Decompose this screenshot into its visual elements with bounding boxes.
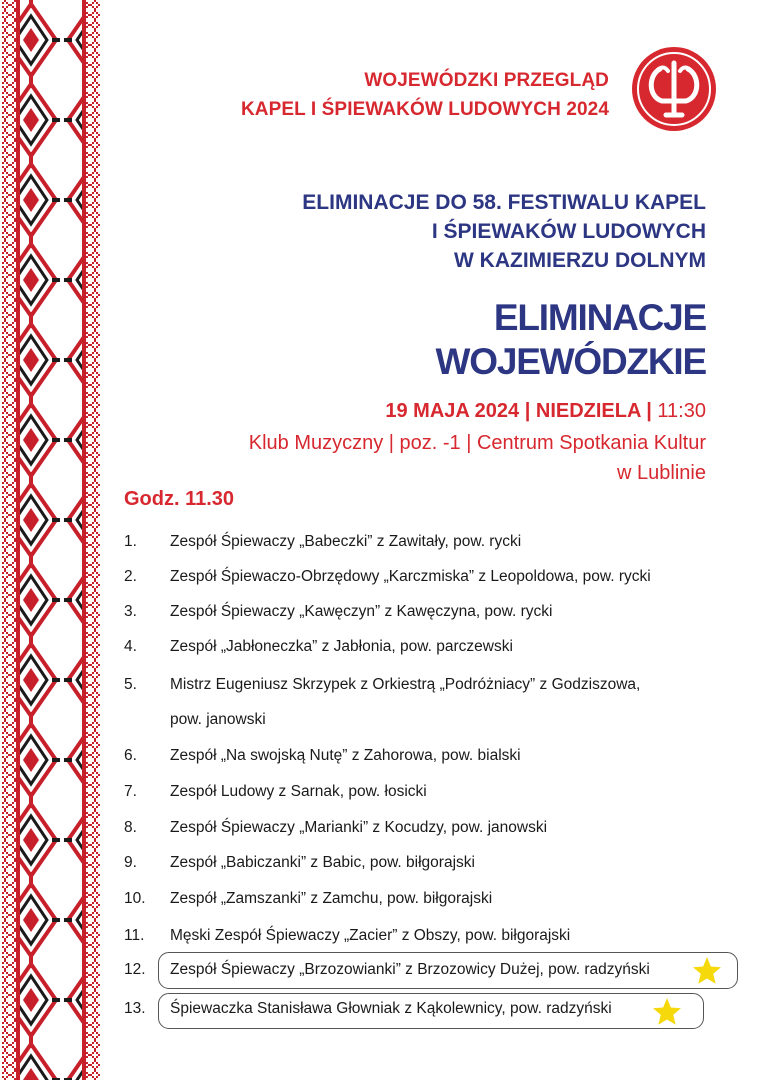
page-title-line1: ELIMINACJE: [493, 297, 706, 338]
list-item-text: Zespół Śpiewaczy „Brzozowianki” z Brzozowicy Dużej, pow. radzyński: [170, 961, 650, 978]
list-item-number: 9.: [124, 854, 137, 871]
page-title-line2: WOJEWÓDZKIE: [435, 341, 706, 382]
event-date: 19 MAJA 2024: [385, 400, 520, 422]
list-item-number: 7.: [124, 783, 137, 800]
event-time: 11:30: [657, 400, 706, 422]
list-item-text: Zespół Śpiewaczo-Obrzędowy „Karczmiska” z Leopoldowa, pow. rycki: [170, 568, 651, 585]
list-item-number: 6.: [124, 747, 137, 764]
venue-line1: Klub Muzyczny | poz. -1 | Centrum Spotkania Kultur: [248, 432, 706, 454]
star-icon: [650, 996, 684, 1028]
page-title: [436, 296, 706, 384]
list-item-number: 13.: [124, 1000, 146, 1017]
subtitle-line2: I ŚPIEWAKÓW LUDOWYCH: [431, 220, 706, 243]
list-item-number: 4.: [124, 638, 137, 655]
list-item-text: Zespół Śpiewaczy „Kawęczyn” z Kawęczyna, pow. rycki: [170, 603, 553, 620]
date-separator-1: |: [519, 400, 536, 422]
list-item-number: 1.: [124, 533, 137, 550]
venue-line2: w Lublinie: [617, 462, 706, 484]
subtitle-line3: W KAZIMIERZU DOLNYM: [454, 249, 706, 272]
eliminations-subtitle: [302, 188, 706, 275]
list-item-text: Śpiewaczka Stanisława Głowniak z Kąkolewnicy, pow. radzyński: [170, 1000, 612, 1017]
event-day: NIEDZIELA: [535, 400, 641, 422]
star-icon: [690, 955, 724, 987]
list-item-text: Zespół Śpiewaczy „Babeczki” z Zawitały, pow. rycki: [170, 533, 522, 550]
list-item-number: 10.: [124, 890, 146, 907]
list-item-number: 2.: [124, 568, 137, 585]
list-item-text: Męski Zespół Śpiewaczy „Zacier” z Obszy, pow. biłgorajski: [170, 927, 571, 944]
festival-title: [241, 66, 609, 124]
folk-embroidery-border: [0, 0, 102, 1080]
list-item-text: Zespół „Na swojską Nutę” z Zahorowa, pow. bialski: [170, 747, 521, 764]
list-item-number: 3.: [124, 603, 137, 620]
event-venue: [249, 428, 706, 488]
list-item-text: Zespół „Babiczanki” z Babic, pow. biłgorajski: [170, 854, 475, 871]
schedule-time-heading: Godz. 11.30: [124, 488, 235, 510]
list-item-text: Zespół „Jabłoneczka” z Jabłonia, pow. parczewski: [170, 638, 513, 655]
folk-festival-logo-icon: [630, 45, 718, 133]
list-item-text: Mistrz Eugeniusz Skrzypek z Orkiestrą „Podróżniacy” z Godziszowa,: [170, 676, 641, 693]
list-item-text: Zespół Śpiewaczy „Marianki” z Kocudzy, pow. janowski: [170, 819, 548, 836]
date-separator-2: |: [640, 400, 658, 422]
event-date-line: [385, 398, 706, 424]
festival-title-line1: WOJEWÓDZKI PRZEGLĄD: [364, 70, 609, 91]
list-item-text: Zespół „Zamszanki” z Zamchu, pow. biłgorajski: [170, 890, 493, 907]
list-item-number: 12.: [124, 961, 146, 978]
list-item-text-continuation: pow. janowski: [170, 711, 266, 728]
list-item-number: 5.: [124, 676, 137, 693]
list-item-number: 8.: [124, 819, 137, 836]
list-item-text: Zespół Ludowy z Sarnak, pow. łosicki: [170, 783, 427, 800]
subtitle-line1: ELIMINACJE DO 58. FESTIWALU KAPEL: [302, 191, 706, 214]
list-item-number: 11.: [124, 927, 145, 944]
festival-title-line2: KAPEL I ŚPIEWAKÓW LUDOWYCH 2024: [240, 99, 609, 120]
